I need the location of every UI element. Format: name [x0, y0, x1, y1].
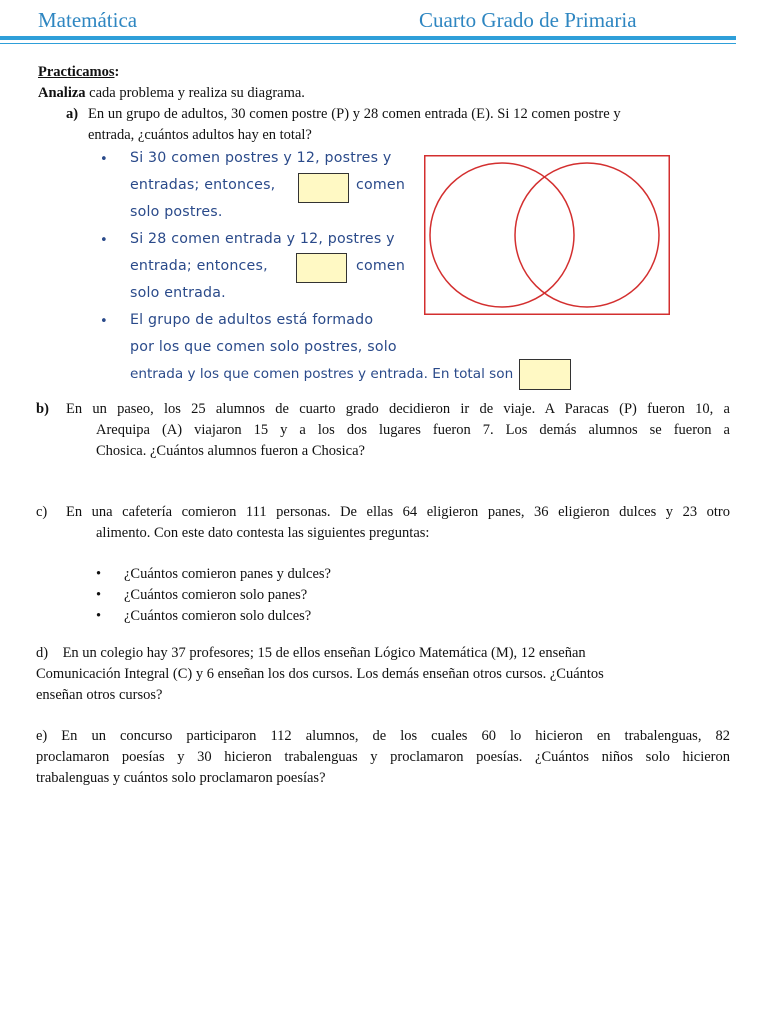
header-rule-thin [0, 43, 736, 44]
bullet-a3-line3: entrada y los que comen postres y entrada. En total son [130, 366, 514, 382]
problem-b-line1: En un paseo, los 25 alumnos de cuarto grado decidieron ir de viaje. A Paracas (P) fueron 10, a [66, 401, 730, 417]
problem-e-line3: trabalenguas y cuántos solo proclamaron poesías? [36, 770, 326, 786]
bullet-a1-marker: • [100, 152, 108, 167]
problem-e-line2: proclamaron poesías y 30 hicieron trabalenguas y proclamaron poesías. ¿Cuántos niños solo hicieron [36, 749, 730, 765]
section-title-line [38, 62, 119, 83]
bullet-a2-line2a: entrada; entonces, [130, 258, 268, 274]
bullet-a3-line2: por los que comen solo postres, solo [130, 339, 397, 355]
problem-c-q2: ¿Cuántos comieron solo panes? [124, 587, 308, 603]
problem-b-label: b) [36, 401, 49, 417]
problem-c-q2-marker: • [96, 587, 102, 603]
problem-d-line3: enseñan otros cursos? [36, 687, 163, 703]
problem-c-q3-marker: • [96, 608, 102, 624]
problem-b-line2: Arequipa (A) viajaron 15 y a los dos lugares fueron 7. Los demás alumnos se fueron a [96, 422, 730, 438]
instruction-verb: Analiza [38, 85, 86, 101]
instruction-line [38, 83, 305, 104]
bullet-a1-line1: Si 30 comen postres y 12, postres y [130, 150, 392, 166]
venn-diagram[interactable] [424, 155, 670, 315]
problem-c-line2: alimento. Con este dato contesta las siguientes preguntas: [96, 525, 430, 541]
problem-a-line2: entrada, ¿cuántos adultos hay en total? [88, 127, 312, 143]
section-title: Practicamos [38, 64, 115, 80]
problem-d-line1: d) En un colegio hay 37 profesores; 15 de ellos enseñan Lógico Matemática (M), 12 enseñan [36, 645, 586, 661]
bullet-a2-marker: • [100, 233, 108, 248]
section-title-colon: : [114, 64, 120, 80]
venn-circle-postre [430, 163, 574, 307]
problem-c-q1: ¿Cuántos comieron panes y dulces? [124, 566, 331, 582]
bullet-a1-line2a: entradas; entonces, [130, 177, 276, 193]
bullet-a3-line1: El grupo de adultos está formado [130, 312, 374, 328]
venn-circle-entrada [515, 163, 659, 307]
answer-box-solo-entrada[interactable] [296, 253, 347, 283]
problem-d-line2: Comunicación Integral (C) y 6 enseñan los dos cursos. Los demás enseñan otros cursos. ¿Cuántos [36, 666, 604, 682]
bullet-a2-line1: Si 28 comen entrada y 12, postres y [130, 231, 395, 247]
problem-c-label: c) [36, 504, 48, 520]
answer-box-total[interactable] [519, 359, 571, 390]
problem-c-q1-marker: • [96, 566, 102, 582]
instruction-text: cada problema y realiza su diagrama. [85, 85, 305, 101]
problem-c-line1: En una cafetería comieron 111 personas. De ellas 64 eligieron panes, 36 eligieron dulces y 23 otro [66, 504, 730, 520]
bullet-a1-line2b: comen [356, 177, 406, 193]
bullet-a3-marker: • [100, 314, 108, 329]
header-grade: Cuarto Grado de Primaria [419, 8, 637, 32]
problem-b-line3: Chosica. ¿Cuántos alumnos fueron a Chosica? [96, 443, 365, 459]
problem-e-line1: e) En un concurso participaron 112 alumnos, de los cuales 60 lo hicieron en trabalenguas, 82 [36, 728, 730, 744]
page-header [0, 0, 768, 48]
answer-box-solo-postres[interactable] [298, 173, 349, 203]
bullet-a2-line2b: comen [356, 258, 406, 274]
problem-a-label: a) [66, 106, 79, 122]
header-rule [0, 36, 736, 40]
problem-a-line1: En un grupo de adultos, 30 comen postre (P) y 28 comen entrada (E). Si 12 comen postre y [88, 106, 621, 122]
problem-c-q3: ¿Cuántos comieron solo dulces? [124, 608, 312, 624]
header-subject: Matemática [38, 8, 138, 32]
bullet-a1-line3: solo postres. [130, 204, 223, 220]
bullet-a2-line3: solo entrada. [130, 285, 226, 301]
